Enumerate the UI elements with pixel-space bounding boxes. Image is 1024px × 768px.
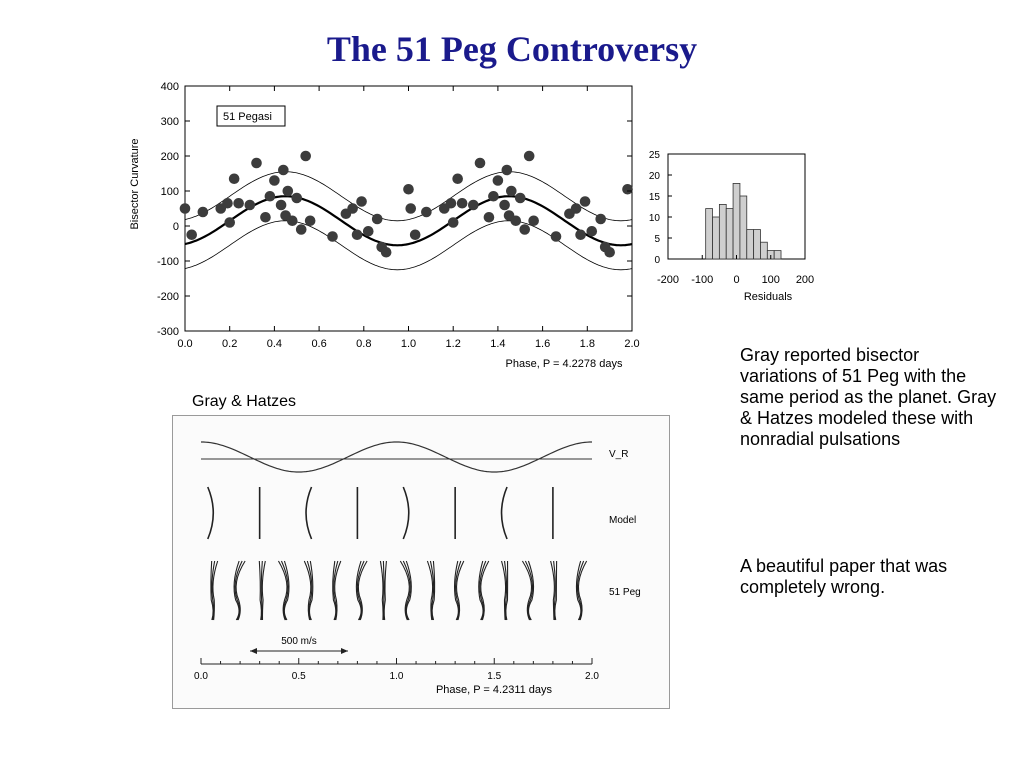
vr-curve-line bbox=[201, 442, 592, 472]
hist-bars bbox=[706, 183, 781, 259]
model-bisector bbox=[403, 487, 409, 539]
observed-bisector bbox=[578, 561, 586, 620]
hist-y-tick-label: 10 bbox=[648, 213, 660, 224]
scatter-point bbox=[265, 191, 276, 202]
hist-x-tick-label: 100 bbox=[761, 274, 780, 286]
hist-bar bbox=[774, 251, 781, 259]
scatter-x-tick-label: 0.0 bbox=[177, 338, 193, 350]
hist-y-tick-label: 25 bbox=[648, 150, 660, 161]
scale-bar-arrow-right bbox=[341, 648, 348, 654]
profile-x-ticks bbox=[194, 658, 599, 682]
model-bisector bbox=[208, 487, 214, 539]
scatter-x-axis-label: Phase, P = 4.2278 days bbox=[505, 358, 623, 370]
hist-bar bbox=[747, 230, 754, 259]
hist-bar bbox=[760, 242, 767, 259]
hist-bar bbox=[733, 183, 740, 259]
scatter-point bbox=[296, 224, 307, 235]
velocity-scale-bar bbox=[250, 636, 348, 654]
scatter-point bbox=[356, 196, 367, 207]
hist-bar bbox=[754, 230, 761, 259]
scatter-x-tick-label: 1.2 bbox=[445, 338, 461, 350]
scatter-point bbox=[198, 207, 209, 218]
hist-y-ticks bbox=[649, 150, 672, 266]
conclusion-text: A beautiful paper that was completely wrong. bbox=[740, 556, 948, 597]
scatter-point bbox=[180, 203, 191, 214]
profile-x-tick-label: 2.0 bbox=[585, 671, 599, 682]
hist-y-tick-label: 20 bbox=[648, 171, 660, 182]
scatter-x-tick-label: 1.4 bbox=[490, 338, 506, 350]
scatter-point bbox=[363, 226, 374, 237]
scatter-x-tick-label: 2.0 bbox=[624, 338, 640, 350]
scatter-point bbox=[468, 200, 479, 211]
hist-x-tick-label: 200 bbox=[795, 274, 815, 286]
profile-x-tick-label: 0.5 bbox=[291, 671, 306, 682]
hist-y-tick-label: 0 bbox=[654, 255, 660, 266]
observed-bisector bbox=[278, 561, 287, 620]
scatter-point bbox=[499, 200, 510, 211]
scatter-x-tick-label: 0.4 bbox=[266, 338, 283, 350]
scatter-y-tick-label: 300 bbox=[160, 116, 179, 128]
hist-bar bbox=[740, 196, 747, 259]
profile-series-label: 51 Peg bbox=[609, 587, 641, 598]
residuals-histogram-chart bbox=[640, 148, 820, 308]
slide-title: The 51 Peg Controversy bbox=[326, 29, 698, 69]
scatter-point bbox=[287, 215, 298, 226]
scatter-y-tick-label: 0 bbox=[172, 221, 179, 233]
scatter-point bbox=[410, 229, 421, 240]
scatter-point bbox=[222, 198, 233, 209]
hist-bar bbox=[706, 209, 713, 259]
scatter-point bbox=[502, 165, 513, 176]
scatter-point bbox=[224, 217, 235, 228]
scatter-point bbox=[457, 198, 468, 209]
model-bisector bbox=[502, 487, 508, 539]
model-bisector bbox=[306, 487, 312, 539]
scatter-point bbox=[405, 203, 416, 214]
scatter-y-axis-label: Bisector Curvature bbox=[129, 138, 141, 230]
scatter-point bbox=[571, 203, 582, 214]
scatter-point bbox=[452, 173, 463, 184]
profile-series-labels bbox=[609, 449, 641, 598]
scatter-point bbox=[229, 173, 240, 184]
observed-bisector bbox=[262, 561, 265, 620]
scatter-x-tick-label: 1.0 bbox=[400, 338, 417, 350]
scatter-point bbox=[580, 196, 591, 207]
scatter-point bbox=[493, 175, 504, 186]
profile-x-tick-label: 0.0 bbox=[194, 671, 208, 682]
scatter-point bbox=[278, 165, 289, 176]
observed-bisector bbox=[400, 561, 409, 620]
scatter-point bbox=[233, 198, 244, 209]
scatter-point bbox=[305, 215, 316, 226]
scatter-point bbox=[291, 193, 302, 204]
scatter-point bbox=[448, 217, 459, 228]
bisector-scatter-chart bbox=[120, 78, 650, 378]
profile-x-tick-label: 1.5 bbox=[487, 671, 502, 682]
scatter-point bbox=[186, 229, 197, 240]
scatter-point bbox=[575, 229, 586, 240]
hist-bar bbox=[713, 217, 720, 259]
hist-x-tick-label: -200 bbox=[656, 274, 680, 286]
scatter-point bbox=[403, 184, 414, 195]
scatter-point bbox=[276, 200, 287, 211]
scatter-point bbox=[421, 207, 432, 218]
scale-bar-arrow-left bbox=[250, 648, 257, 654]
observed-bisector bbox=[236, 561, 245, 620]
explanation-text: Gray reported bisector variations of 51 Peg with the same period as the planet. Gray & Hatzes modeled these with nonradial pulsations bbox=[740, 345, 997, 449]
hist-x-tick-label: -100 bbox=[691, 274, 714, 286]
scatter-point bbox=[528, 215, 539, 226]
scatter-point bbox=[347, 203, 358, 214]
hist-bar bbox=[726, 209, 733, 259]
scatter-point bbox=[245, 200, 256, 211]
vr-curve bbox=[201, 442, 592, 472]
scatter-x-tick-label: 0.8 bbox=[356, 338, 372, 350]
scatter-point bbox=[446, 198, 457, 209]
observed-bisector bbox=[522, 561, 531, 620]
scatter-point bbox=[484, 212, 495, 223]
scatter-x-tick-label: 0.2 bbox=[222, 338, 238, 350]
hist-bar bbox=[719, 204, 726, 259]
scatter-legend-label: 51 Pegasi bbox=[223, 111, 272, 123]
scatter-point bbox=[269, 175, 280, 186]
hist-x-tick-label: 0 bbox=[733, 274, 740, 286]
hist-x-ticks bbox=[657, 255, 814, 286]
figure-caption: Gray & Hatzes bbox=[192, 393, 297, 410]
scatter-point bbox=[260, 212, 271, 223]
scatter-point bbox=[519, 224, 530, 235]
scatter-point bbox=[622, 184, 633, 195]
observed-bisector bbox=[384, 561, 386, 620]
scale-bar-label: 500 m/s bbox=[281, 636, 317, 647]
scatter-x-tick-label: 1.6 bbox=[534, 338, 551, 350]
scatter-y-tick-label: -100 bbox=[156, 256, 179, 268]
scatter-point bbox=[524, 151, 535, 162]
scatter-point bbox=[595, 214, 606, 225]
scatter-y-tick-label: 400 bbox=[160, 81, 179, 93]
profile-x-axis-label: Phase, P = 4.2311 days bbox=[435, 684, 553, 696]
observed-bisector bbox=[358, 561, 367, 620]
scatter-point bbox=[327, 231, 338, 242]
observed-bisector bbox=[481, 561, 489, 620]
scatter-point bbox=[300, 151, 311, 162]
scatter-point bbox=[586, 226, 597, 237]
scatter-point bbox=[352, 229, 363, 240]
hist-y-tick-label: 5 bbox=[654, 234, 660, 245]
scatter-x-tick-label: 1.8 bbox=[579, 338, 595, 350]
hist-x-axis-label: Residuals bbox=[743, 291, 793, 303]
scatter-point bbox=[372, 214, 383, 225]
scatter-x-tick-label: 0.6 bbox=[311, 338, 327, 350]
line-profiles-chart bbox=[172, 415, 670, 709]
scatter-y-tick-label: 200 bbox=[160, 151, 179, 163]
model-bisectors bbox=[208, 487, 553, 539]
hist-y-tick-label: 15 bbox=[648, 192, 660, 203]
scatter-point bbox=[551, 231, 562, 242]
observed-bisectors bbox=[211, 561, 587, 620]
scatter-point bbox=[475, 158, 486, 169]
scatter-y-tick-label: 100 bbox=[160, 186, 179, 198]
scatter-point bbox=[506, 186, 517, 197]
scatter-point bbox=[251, 158, 262, 169]
profile-series-label: V_R bbox=[609, 449, 629, 460]
scatter-point bbox=[283, 186, 294, 197]
scatter-point bbox=[381, 247, 392, 258]
scatter-lower-band bbox=[185, 221, 632, 270]
observed-bisector bbox=[380, 561, 383, 620]
profile-series-label: Model bbox=[609, 515, 637, 526]
scatter-y-tick-label: -300 bbox=[156, 326, 179, 338]
scatter-point bbox=[604, 247, 615, 258]
scatter-y-tick-label: -200 bbox=[156, 291, 179, 303]
profile-x-tick-label: 1.0 bbox=[389, 671, 404, 682]
scatter-point bbox=[488, 191, 499, 202]
scatter-point bbox=[510, 215, 521, 226]
scatter-points bbox=[180, 151, 633, 258]
scatter-point bbox=[515, 193, 526, 204]
